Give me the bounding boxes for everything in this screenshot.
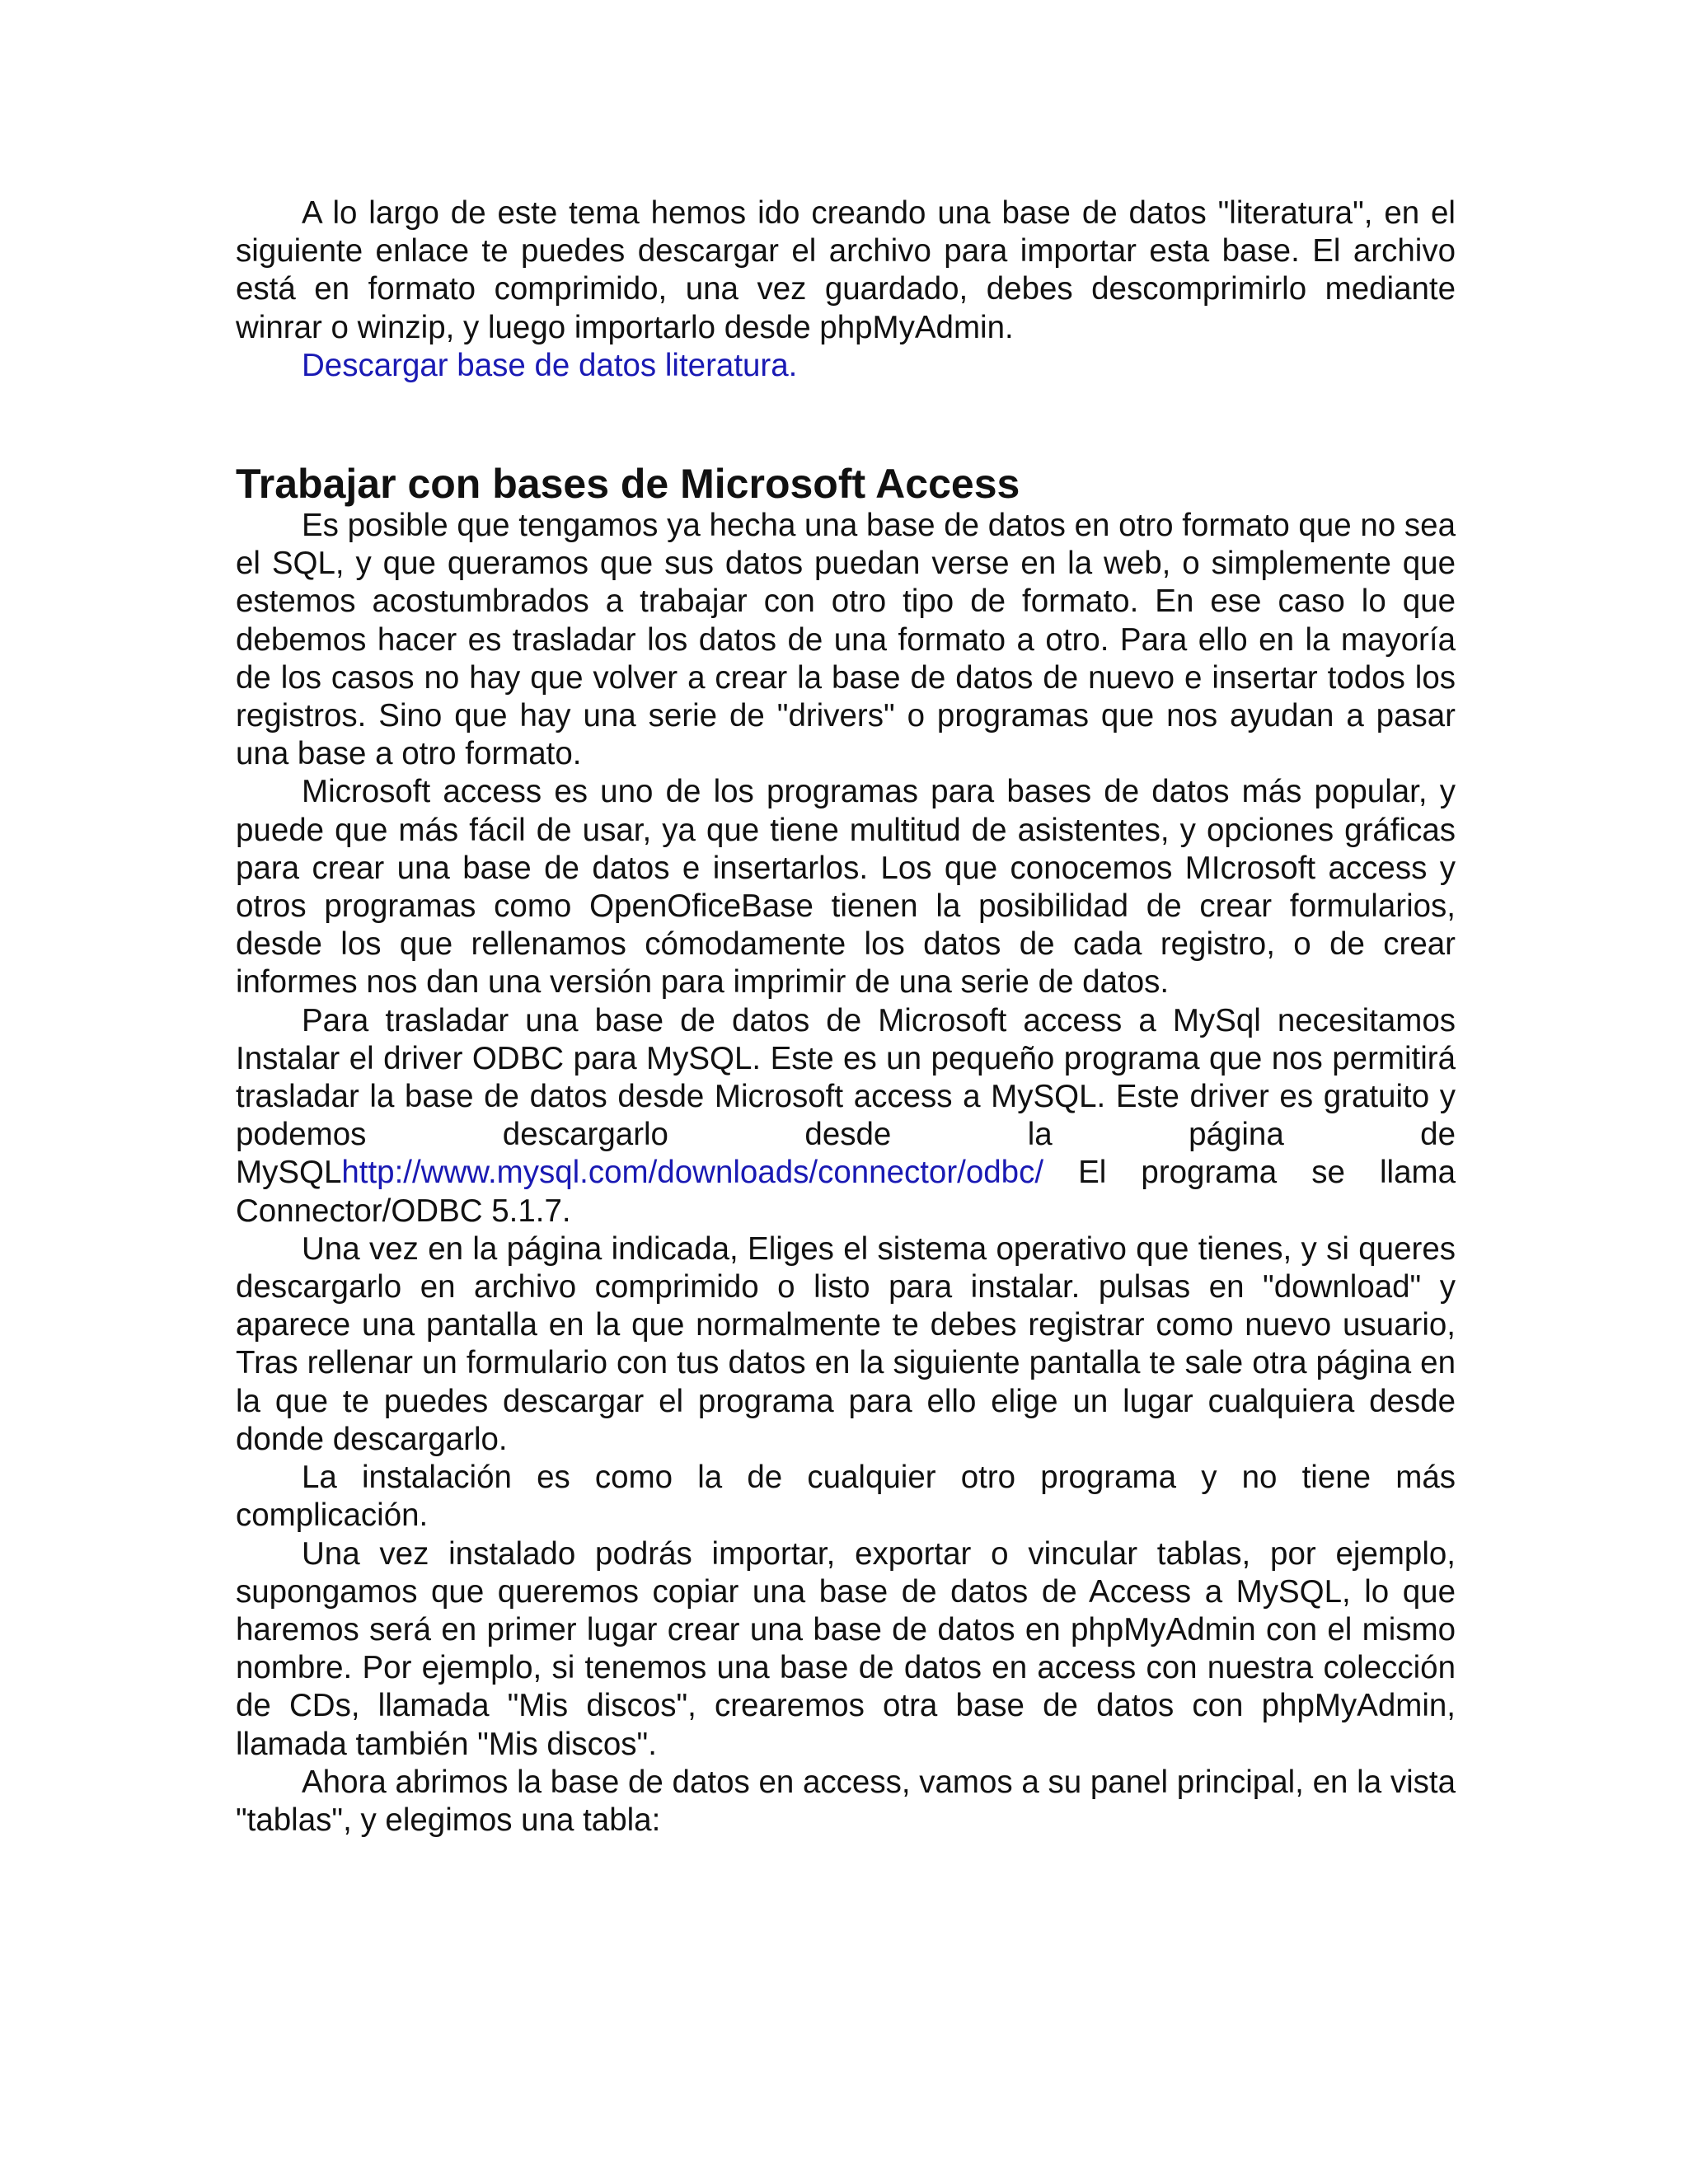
paragraph-3-text-end: El programa se llama Connector/ODBC 5.1.7. xyxy=(236,1155,1456,1229)
download-database-link[interactable]: Descargar base de datos literatura. xyxy=(302,347,798,383)
paragraph-2: Microsoft access es uno de los programas para bases de datos más popular, y puede que más fácil de usar, ya que tiene multitud de asistentes, y opciones gráficas para crear una base de datos e insertarlos. Los que conocemos MIcrosoft access y otros programas como OpenOficeBase tienen la posibilidad de crear formularios, desde los que rellenamos cómodamente los datos de cada registro, o de crear informes nos dan una versión para imprimir de una serie de datos. xyxy=(236,774,1456,1001)
paragraph-6: Una vez instalado podrás importar, exportar o vincular tablas, por ejemplo, supongamos que queremos copiar una base de datos de Access a MySQL, lo que haremos será en primer lugar crear una base de datos en phpMyAdmin con el mismo nombre. Por ejemplo, si tenemos una base de datos en access con nuestra colección de CDs, llamada "Mis discos", crearemos otra base de datos con phpMyAdmin, llamada también "Mis discos". xyxy=(236,1535,1456,1762)
intro-paragraph: A lo largo de este tema hemos ido creando una base de datos "literatura", en el siguiente enlace te puedes descargar el archivo para importar esta base. El archivo está en formato comprimido, una vez guardado, debes descomprimirlo mediante winrar o winzip, y luego importarlo desde phpMyAdmin. xyxy=(236,195,1456,345)
document-page xyxy=(236,194,1456,1840)
paragraph-1: Es posible que tengamos ya hecha una base de datos en otro formato que no sea el SQL, y que queramos que sus datos puedan verse en la web, o simplemente que estemos acostumbrados a trabajar con otro tipo de formato. En ese caso lo que debemos hacer es trasladar los datos de una formato a otro. Para ello en la mayoría de los casos no hay que volver a crear la base de datos de nuevo e insertar todos los registros. Sino que hay una serie de "drivers" o programas que nos ayudan a pasar una base a otro formato. xyxy=(236,508,1456,772)
paragraph-3-text: Para trasladar una base de datos de Microsoft access a MySql necesitamos Instalar el driver ODBC para MySQL. Este es un pequeño programa que nos permitirá trasladar la base de datos desde Microsoft access a MySQL. Este driver es gratuito y podemos descargarlo desde la página de MySQL xyxy=(236,1002,1456,1191)
section-title: Trabajar con bases de Microsoft Access xyxy=(236,461,1020,508)
paragraph-4: Una vez en la página indicada, Eliges el sistema operativo que tienes, y si queres descargarlo en archivo comprimido o listo para instalar. pulsas en "download" y aparece una pantalla en la que normalmente te debes registrar como nuevo usuario, Tras rellenar un formulario con tus datos en la siguiente pantalla te sale otra página en la que te puedes descargar el programa para ello elige un lugar cualquiera desde donde descargarlo. xyxy=(236,1230,1456,1457)
paragraph-3 xyxy=(236,1002,1456,1230)
paragraph-7: Ahora abrimos la base de datos en access, vamos a su panel principal, en la vista "tablas", y elegimos una tabla: xyxy=(236,1764,1456,1838)
odbc-connector-link[interactable]: http://www.mysql.com/downloads/connector/odbc/ xyxy=(341,1155,1044,1191)
paragraph-5: La instalación es como la de cualquier otro programa y no tiene más complicación. xyxy=(236,1460,1456,1534)
download-link-line xyxy=(236,347,1456,385)
